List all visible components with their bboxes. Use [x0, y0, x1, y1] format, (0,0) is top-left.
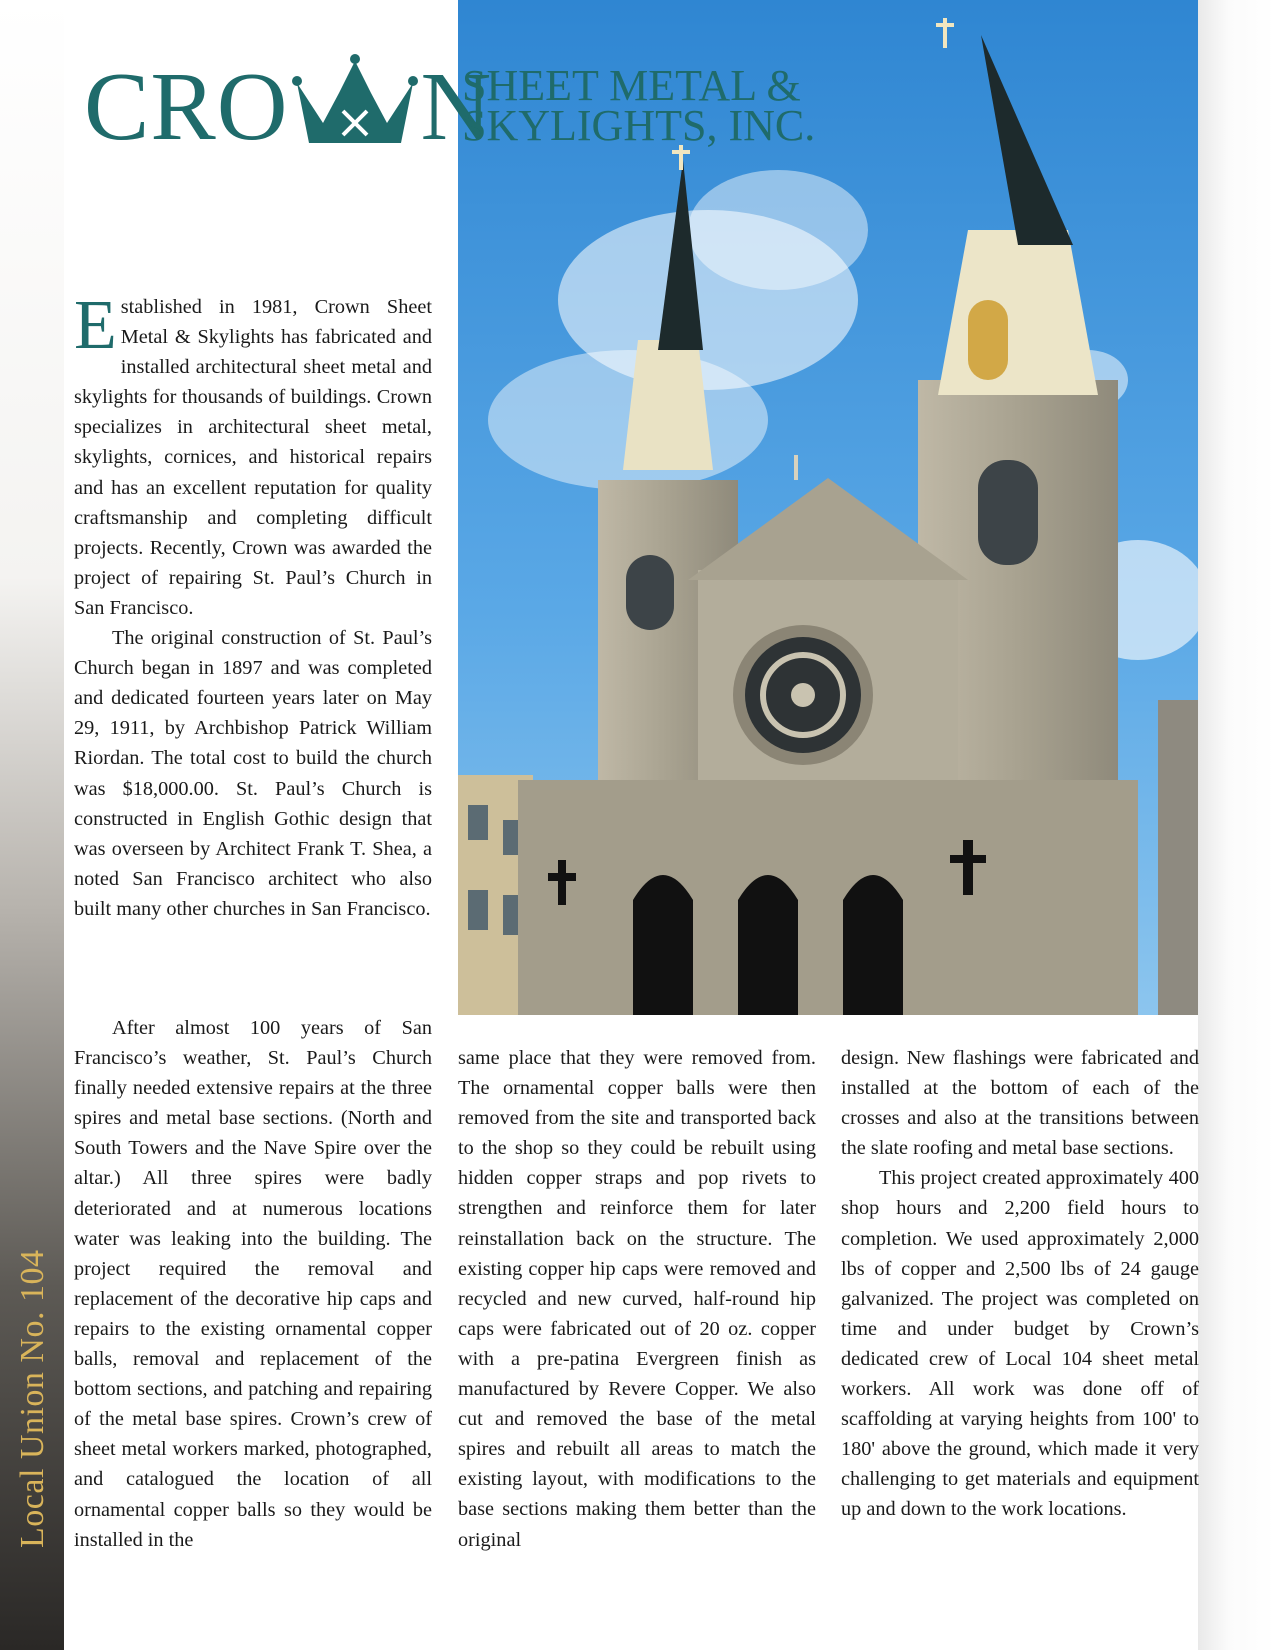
- article-column-2: [458, 1043, 816, 1555]
- logo-word-left: CRO: [84, 53, 289, 161]
- logo-subtitle-line2: SKYLIGHTS, INC.: [462, 101, 816, 150]
- drop-cap: E: [74, 287, 117, 364]
- logo-wordmark: [84, 52, 492, 162]
- page-edge-shadow: [1198, 0, 1275, 1650]
- sidebar-label: Local Union No. 104: [14, 1249, 51, 1548]
- paragraph-intro: [74, 287, 432, 623]
- sidebar-band: [0, 0, 64, 1650]
- company-logo: [84, 52, 824, 162]
- logo-subtitle-line1: SHEET METAL &: [462, 61, 801, 110]
- article-column-1-bottom: [74, 1013, 432, 1555]
- logo-word-right: N: [420, 53, 493, 161]
- paragraph-repairs-part1: After almost 100 years of San Francisco’s weather, St. Paul’s Church finally needed extensive repairs at the three spires and metal base sections. (North and South Towers and the Nave Spire over the altar.) All three spires were badly deteriorated and at numerous locations water was leaking into the building. The project required the removal and replacement of the decorative hip caps and repairs to the existing ornamental copper balls, removal and replacement of the bottom sections, and patching and repairing of the metal base spires. Crown’s crew of sheet metal workers marked, photographed, and catalogued the location of all ornamental copper balls so they would be installed in the: [74, 1017, 432, 1551]
- paragraph-history: The original construction of St. Paul’s Church began in 1897 and was completed and dedicated fourteen years later on May 29, 1911, by Archbishop Patrick William Riordan. The total cost to build the church was $18,000.00. St. Paul’s Church is constructed in English Gothic design that was overseen by Architect Frank T. Shea, a noted San Francisco architect who also built many other churches in San Francisco.: [74, 627, 432, 920]
- logo-subtitle: [462, 61, 816, 150]
- article-column-1-top: [74, 287, 432, 924]
- article-column-3: [841, 1043, 1199, 1525]
- crown-icon: [289, 53, 421, 145]
- paragraph-summary: This project created approximately 400 shop hours and 2,200 field hours to completion. We used approximately 2,000 lbs of copper and 2,500 lbs of 24 gauge galvanized. The project was completed on time and under budget by Crown’s dedicated crew of Local 104 sheet metal workers. All work was done off of scaffolding at varying heights from 100' to 180' above the ground, which made it very challenging to get materials and equipment up and down to the work locations.: [841, 1167, 1199, 1521]
- paragraph-intro-text: stablished in 1981, Crown Sheet Metal & Skylights has fabricated and installed architectural sheet metal and skylights for thousands of buildings. Crown specializes in architectural sheet metal, skylights, cornices, and historical repairs and has an excellent reputation for quality craftsmanship and completing difficult projects. Recently, Crown was awarded the project of repairing St. Paul’s Church in San Francisco.: [74, 296, 432, 619]
- paragraph-repairs-part2: same place that they were removed from. The ornamental copper balls were then removed from the site and transported back to the shop so they could be rebuilt using hidden copper straps and pop rivets to strengthen and reinforce them for later reinstallation back on the structure. The existing copper hip caps were removed and recycled and new curved, half-round hip caps were fabricated out of 20 oz. copper with a pre-patina Evergreen finish as manufactured by Revere Copper. We also cut and removed the base of the metal spires and rebuilt all areas to match the existing layout, with modifications to the base sections making them better than the original: [458, 1047, 816, 1551]
- paragraph-repairs-part3: design. New flashings were fabricated and installed at the bottom of each of the crosses and also at the transitions between the slate roofing and metal base sections.: [841, 1047, 1199, 1160]
